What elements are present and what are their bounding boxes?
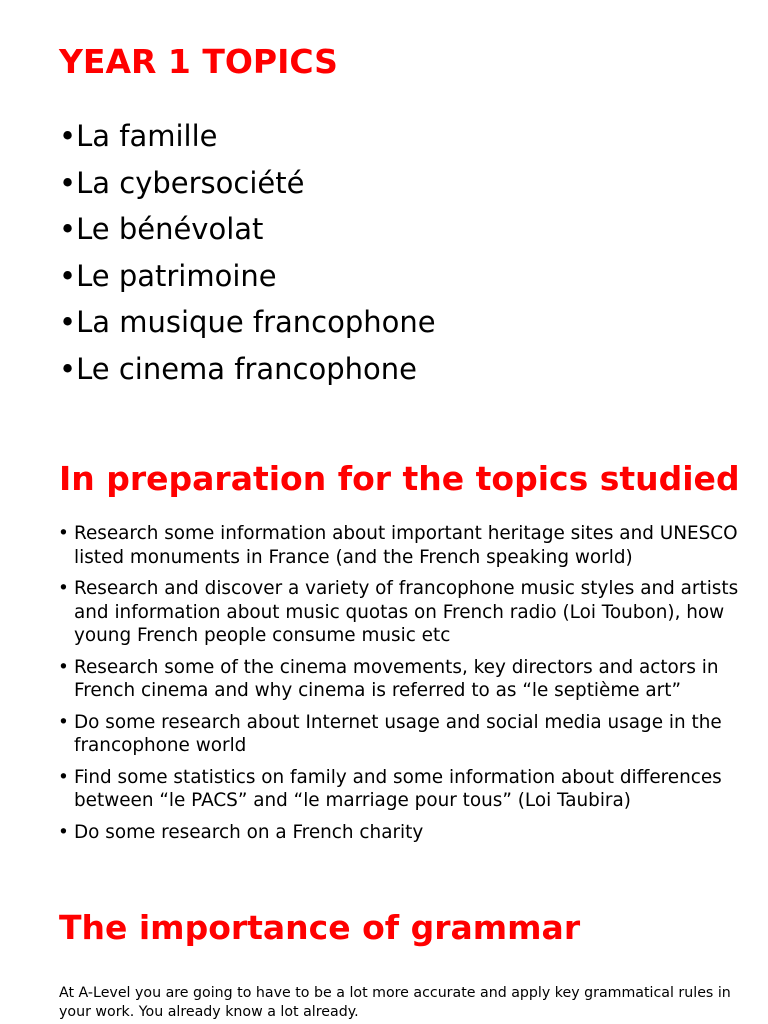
topic-item: •La cybersociété [59,165,305,200]
year1-topic-list [59,116,436,395]
bullet-marker: • [58,711,69,733]
list-item [58,821,748,845]
topic-item: •La famille [59,119,218,153]
list-item-text: Research some information about important heritage sites and UNESCO listed monuments in France (and the French speaking world) [74,523,738,568]
year1-heading: YEAR 1 TOPICS [59,42,338,81]
grammar-intro-text: At A-Level you are going to have to be a lot more accurate and apply key grammatical rules in your work. You already know a lot already. [59,985,731,1020]
list-item [58,522,748,569]
preparation-heading: In preparation for the topics studied [59,459,740,498]
topic-item: •Le bénévolat [59,212,264,246]
list-item [58,766,748,813]
list-item [58,656,748,703]
topic-item: •La musique francophone [59,305,436,339]
list-item-text: Find some statistics on family and some information about differences between “le PACS” and “le marriage pour tous” (Loi Taubira) [74,766,722,811]
list-item-text: Research and discover a variety of francophone music styles and artists and information about music quotas on French radio (Loi Toubon), how young French people consume music etc [74,578,739,646]
topic-item: •Le patrimoine [59,258,277,293]
list-item-text: Research some of the cinema movements, key directors and actors in French cinema and why cinema is referred to as “le septième art” [74,656,719,701]
bullet-marker: • [58,766,69,788]
bullet-marker: • [58,821,69,843]
bullet-marker: • [58,578,69,599]
list-item-text: Do some research about Internet usage and social media usage in the francophone world [74,711,722,756]
bullet-marker: • [58,523,69,544]
list-item [58,711,748,758]
list-item [58,577,748,648]
grammar-heading: The importance of grammar [59,908,581,947]
preparation-list [58,522,748,852]
bullet-marker: • [58,656,69,678]
list-item-text: Do some research on a French charity [74,821,424,843]
topic-item: •Le cinema francophone [59,351,417,386]
